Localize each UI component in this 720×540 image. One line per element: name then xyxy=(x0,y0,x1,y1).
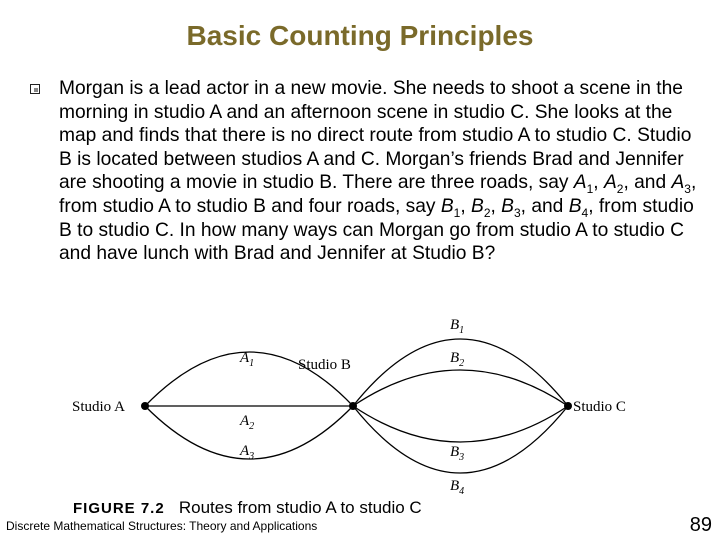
sub: 4 xyxy=(581,205,589,220)
text-part: , from studio B to studio C. In how many ways can Morgan go from studio A to studio C and have lunch with Brad and Jennifer at Studio B? xyxy=(59,195,694,265)
label-a2: $A_2$ xyxy=(240,413,255,432)
text-part: Morgan is a lead actor in a new movie. She needs to shoot a scene in the morning in studio A and an afternoon scene in studio C. She looks at the map and finds that there is no direct route from studio A to studio C. Studio B is located between studios A and C. Morgan’s friends Brad and Jennifer are shooting a movie in studio B. There are three roads, say xyxy=(59,78,692,194)
page-number: 89 xyxy=(689,514,712,536)
var: A xyxy=(603,172,617,194)
sub: 3 xyxy=(684,182,691,197)
slide-title: Basic Counting Principles xyxy=(186,20,534,51)
label-studio-c: Studio C xyxy=(573,399,626,415)
label-studio-a: Studio A xyxy=(72,399,125,415)
label-b2: $B_2$ xyxy=(450,350,465,369)
bullet-icon xyxy=(30,84,40,94)
label-studio-b: Studio B xyxy=(298,357,351,373)
sub: 3 xyxy=(513,205,521,220)
label-b3: $B_3$ xyxy=(450,444,465,463)
text-part: , xyxy=(460,195,471,217)
var: B xyxy=(568,195,582,217)
node-studio-c xyxy=(564,402,572,410)
sub: 1 xyxy=(586,182,594,197)
label-a1: $A_1$ xyxy=(240,350,255,369)
road-b2 xyxy=(353,370,568,406)
problem-paragraph xyxy=(59,77,699,266)
text-part: , xyxy=(593,172,604,194)
var: B xyxy=(440,195,454,217)
text-part: , and xyxy=(520,195,569,217)
var: A xyxy=(671,172,685,194)
figure-number: FIGURE 7.2 xyxy=(73,500,165,517)
node-studio-a xyxy=(141,402,149,410)
text-part: , from studio A to studio B and four roads, say xyxy=(59,172,697,217)
text-part: , xyxy=(490,195,502,217)
routes-diagram xyxy=(60,312,670,502)
caption-text: Routes from studio A to studio C xyxy=(178,498,422,517)
sub: 2 xyxy=(483,205,491,220)
road-b3 xyxy=(353,406,568,442)
node-studio-b xyxy=(349,402,357,410)
footer-text: Discrete Mathematical Structures: Theory and Applications xyxy=(6,519,318,533)
label-b1: $B_1$ xyxy=(450,317,465,336)
var: A xyxy=(573,172,587,194)
road-b1 xyxy=(353,339,568,406)
label-a3: $A_3$ xyxy=(240,443,255,462)
sub: 2 xyxy=(616,182,624,197)
label-b4: $B_4$ xyxy=(450,478,465,497)
text-part: , and xyxy=(623,172,672,194)
sub: 1 xyxy=(453,205,461,220)
var: B xyxy=(471,195,484,217)
var: B xyxy=(501,195,514,217)
figure-caption xyxy=(73,498,422,518)
